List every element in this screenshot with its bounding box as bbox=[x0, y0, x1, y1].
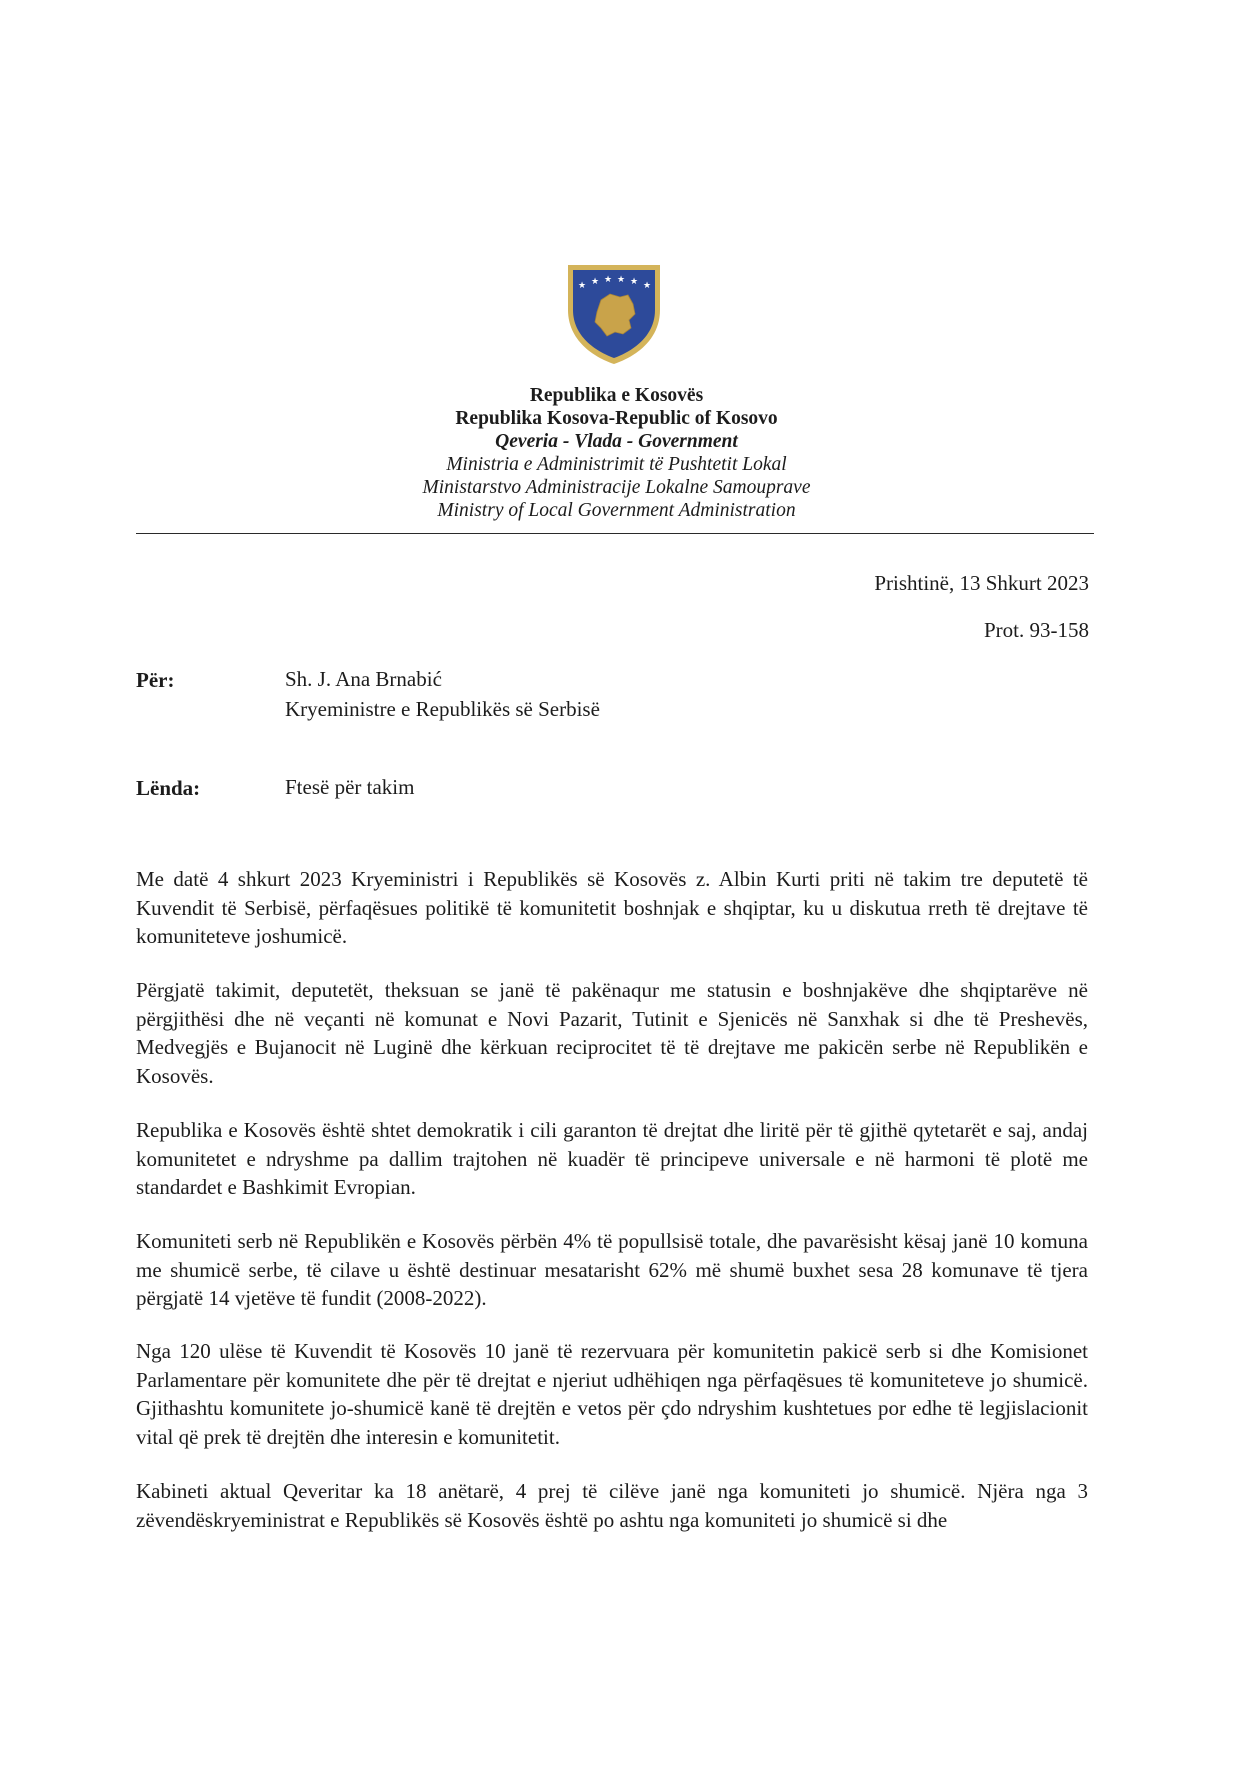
letterhead-republic-albanian: Republika e Kosovës bbox=[529, 385, 704, 406]
svg-text:★: ★ bbox=[642, 281, 652, 291]
svg-text:★: ★ bbox=[590, 277, 600, 287]
protocol-number: Prot. 93-158 bbox=[984, 618, 1089, 642]
body-paragraph: Nga 120 ulëse të Kuvendit të Kosovës 10 janë të rezervuara për komunitetin pakicë serb si dhe Komisionet Parlamentare për komunitete dhe për të drejtat e njeriut udhëhiqen nga përfaqësues të komuniteteve jo shumicë. Gjithashtu komunitete jo-shumicë kanë të drejtën e vetos për çdo ndryshim kushtetues por edhe të legjislacionit vital që prek të drejtën dhe interesin e komunitetit. bbox=[136, 1339, 1088, 1449]
letterhead-ministry-english: Ministry of Local Government Administration bbox=[437, 500, 796, 521]
body-paragraph: Komuniteti serb në Republikën e Kosovës përbën 4% të popullsisë totale, dhe pavarësisht kësaj janë 10 komuna me shumicë serbe, të cilave u është destinuar mesatarisht 62% më shumë buxhet sesa 28 komunave të tjera përgjatë 14 vjetëve të fundit (2008-2022). bbox=[136, 1229, 1088, 1310]
svg-text:★: ★ bbox=[616, 275, 626, 285]
letterhead-ministry-albanian: Ministria e Administrimit të Pushtetit Lokal bbox=[446, 454, 787, 475]
recipient-name: Sh. J. Ana Brnabić bbox=[285, 667, 442, 691]
letterhead-divider bbox=[136, 533, 1094, 534]
letterhead-republic-multilingual: Republika Kosova-Republic of Kosovo bbox=[455, 408, 778, 429]
recipient-label: Për: bbox=[136, 668, 175, 692]
kosovo-coat-of-arms-icon bbox=[565, 262, 663, 366]
svg-text:★: ★ bbox=[629, 277, 639, 287]
svg-text:★: ★ bbox=[577, 281, 587, 291]
body-paragraph: Kabineti aktual Qeveritar ka 18 anëtarë, 4 prej të cilëve janë nga komuniteti jo shumicë. Njëra nga 3 zëvendëskryeministrat e Republikës së Kosovës është po ashtu nga komuniteti jo shumicë si dhe bbox=[136, 1479, 1088, 1532]
letterhead bbox=[300, 384, 933, 522]
body-paragraph: Përgjatë takimit, deputetët, theksuan se janë të pakënaqur me statusin e boshnjakëve dhe shqiptarëve në përgjithësi dhe në veçanti në komunat e Novi Pazarit, Tutinit e Sjenicës në Sanxhak si dhe të Preshevës, Medvegjës e Bujanocit në Luginë dhe kërkuan reciprocitet të të drejtave me pakicën serbe në Republikën e Kosovës. bbox=[136, 978, 1088, 1088]
letterhead-government: Qeveria - Vlada - Government bbox=[495, 431, 738, 452]
recipient-title: Kryeministre e Republikës së Serbisë bbox=[285, 697, 600, 721]
subject-value: Ftesë për takim bbox=[285, 775, 415, 799]
body-paragraph: Me datë 4 shkurt 2023 Kryeministri i Republikës së Kosovës z. Albin Kurti priti në takim tre deputetë të Kuvendit të Serbisë, përfaqësues politikë të komunitetit boshnjak e shqiptar, ku u diskutua rreth të drejtave të komuniteteve joshumicë. bbox=[136, 867, 1088, 948]
place-date: Prishtinë, 13 Shkurt 2023 bbox=[874, 571, 1089, 595]
recipient-block bbox=[285, 664, 600, 724]
svg-text:★: ★ bbox=[603, 275, 613, 285]
subject-label: Lënda: bbox=[136, 776, 201, 800]
body-paragraph: Republika e Kosovës është shtet demokratik i cili garanton të drejtat dhe liritë për të gjithë qytetarët e saj, andaj komunitetet e ndryshme pa dallim trajtohen në kuadër të principeve universale e në harmoni të plotë me standardet e Bashkimit Evropian. bbox=[136, 1118, 1088, 1199]
letterhead-ministry-serbian: Ministarstvo Administracije Lokalne Samouprave bbox=[422, 477, 811, 498]
